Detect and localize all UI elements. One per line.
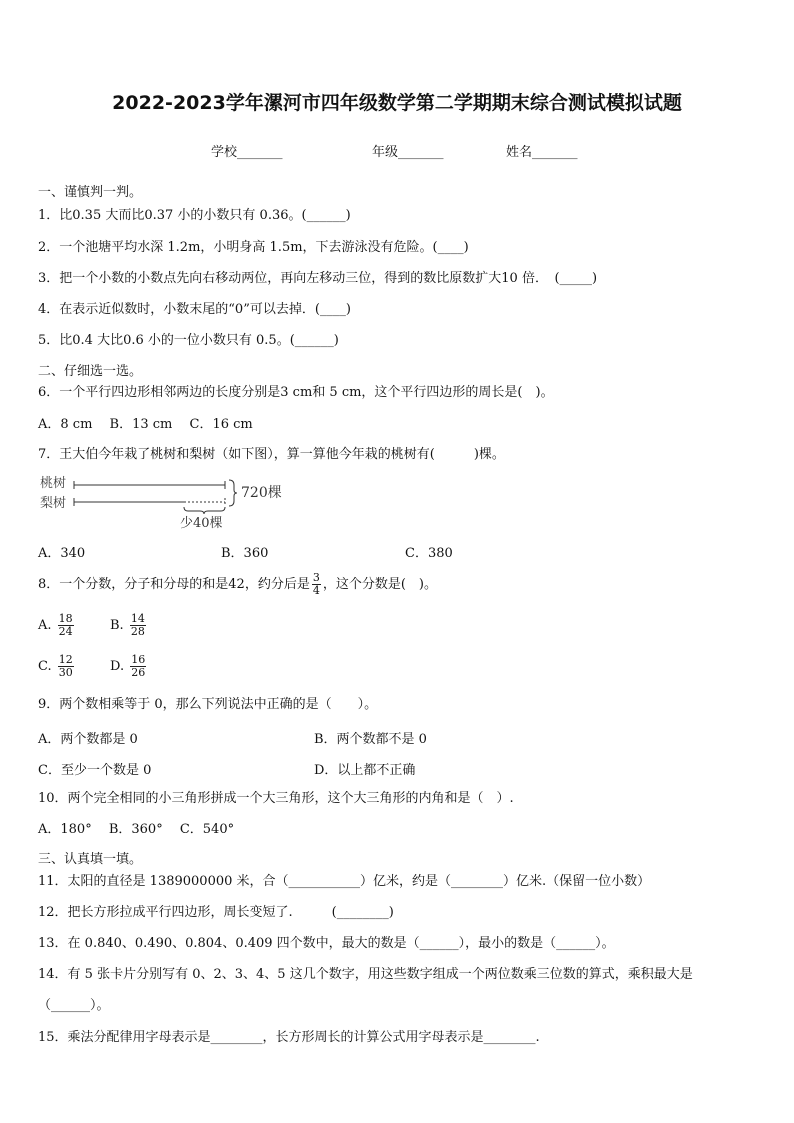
question-8-text-pre: 8．一个分数，分子和分母的和是42，约分后是 xyxy=(38,577,310,592)
fraction-denominator: 30 xyxy=(58,666,73,679)
question-9-option-c: C．至少一个数是 0 xyxy=(38,763,152,778)
question-8 xyxy=(38,572,437,598)
less-label: 少40棵 xyxy=(180,516,223,531)
page-title: 2022-2023学年漯河市四年级数学第二学期期末综合测试模拟试题 xyxy=(112,92,682,114)
fraction-numerator: 16 xyxy=(131,653,146,666)
question-8-option-d xyxy=(110,654,148,680)
section-heading-1: 一、谨慎判一判。 xyxy=(38,185,143,200)
question-8-option-a xyxy=(38,613,76,639)
less-brace xyxy=(184,507,225,514)
option-fraction xyxy=(58,613,74,638)
question-6: 6．一个平行四边形相邻两边的长度分别是3 cm和 5 cm，这个平行四边形的周长是( )。 xyxy=(38,385,554,400)
option-fraction xyxy=(130,613,146,638)
question-10-options: A．180° B．360° C．540° xyxy=(38,822,235,837)
question-8-option-c xyxy=(38,654,76,680)
option-fraction xyxy=(58,654,74,679)
section-heading-3: 三、认真填一填。 xyxy=(38,852,143,867)
option-fraction xyxy=(130,654,146,679)
question-7-option-b: B．360 xyxy=(221,546,269,561)
question-6-options: A．8 cm B．13 cm C．16 cm xyxy=(38,417,253,432)
question-9: 9．两个数相乘等于 0，那么下列说法中正确的是（ ）。 xyxy=(38,697,378,712)
tree-segment-diagram xyxy=(38,474,298,534)
school-field: 学校_______ xyxy=(211,145,283,160)
question-9-option-d: D．以上都不正确 xyxy=(314,763,416,778)
question-13: 13．在 0.840、0.490、0.804、0.409 四个数中，最大的数是（______），最小的数是（______）。 xyxy=(38,936,615,951)
fraction-denominator: 28 xyxy=(130,625,145,638)
question-8-text-post: ，这个分数是( )。 xyxy=(322,577,437,592)
fraction-denominator: 24 xyxy=(58,625,73,638)
total-label: 720棵 xyxy=(241,485,282,501)
question-8-option-b xyxy=(110,613,148,639)
total-brace xyxy=(229,480,237,506)
question-14-continued: （______）。 xyxy=(38,998,110,1013)
question-7: 7．王大伯今年栽了桃树和梨树（如下图），算一算他今年栽的桃树有( )棵。 xyxy=(38,447,505,462)
grade-field: 年级_______ xyxy=(372,145,444,160)
question-3: 3．把一个小数的小数点先向右移动两位，再向左移动三位，得到的数比原数扩大10 倍． (_____) xyxy=(38,271,598,286)
name-field: 姓名_______ xyxy=(506,145,578,160)
option-label: A. xyxy=(38,618,52,633)
option-label: D. xyxy=(110,659,125,674)
question-5: 5．比0.4 大比0.6 小的一位小数只有 0.5。(______) xyxy=(38,333,339,348)
option-label: B. xyxy=(110,618,124,633)
peach-tree-label: 桃树 xyxy=(40,476,67,491)
fraction-denominator: 26 xyxy=(131,666,146,679)
question-9-option-b: B．两个数都不是 0 xyxy=(314,732,427,747)
question-7-option-c: C．380 xyxy=(405,546,453,561)
fraction-three-quarters xyxy=(312,572,321,597)
question-2: 2．一个池塘平均水深 1.2m，小明身高 1.5m，下去游泳没有危险。(____) xyxy=(38,240,469,255)
question-15: 15．乘法分配律用字母表示是________，长方形周长的计算公式用字母表示是________. xyxy=(38,1030,540,1045)
question-12: 12．把长方形拉成平行四边形，周长变短了. (________) xyxy=(38,905,394,920)
question-10: 10．两个完全相同的小三角形拼成一个大三角形，这个大三角形的内角和是（ ）. xyxy=(38,791,514,806)
fraction-denominator: 4 xyxy=(312,584,320,597)
fraction-numerator: 14 xyxy=(130,612,145,625)
pear-tree-label: 梨树 xyxy=(40,496,67,511)
question-9-option-a: A．两个数都是 0 xyxy=(38,732,138,747)
question-7-option-a: A．340 xyxy=(38,546,86,561)
section-heading-2: 二、仔细选一选。 xyxy=(38,364,143,379)
fraction-numerator: 12 xyxy=(58,653,73,666)
fraction-numerator: 3 xyxy=(312,571,320,584)
question-1: 1．比0.35 大而比0.37 小的小数只有 0.36。(______) xyxy=(38,208,351,223)
question-11: 11．太阳的直径是 1389000000 米，合（___________）亿米，约是（________）亿米.（保留一位小数） xyxy=(38,874,651,889)
fraction-numerator: 18 xyxy=(58,612,73,625)
question-14: 14．有 5 张卡片分别写有 0、2、3、4、5 这几个数字，用这些数字组成一个两位数乘三位数的算式，乘积最大是 xyxy=(38,967,693,982)
question-4: 4．在表示近似数时，小数末尾的“0”可以去掉．(____) xyxy=(38,302,351,317)
option-label: C. xyxy=(38,659,52,674)
